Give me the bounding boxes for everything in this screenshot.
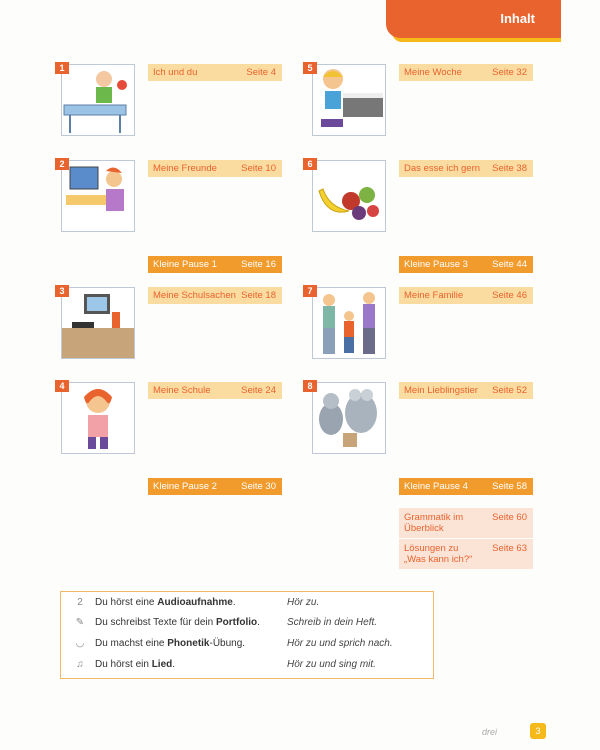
unit-page: Seite 10 — [241, 163, 276, 174]
unit-label[interactable] — [399, 160, 533, 177]
unit-number: 1 — [55, 62, 69, 74]
unit-page: Seite 4 — [246, 67, 276, 78]
unit-page: Seite 52 — [492, 385, 527, 396]
unit-label[interactable] — [399, 64, 533, 81]
pause-label[interactable] — [399, 478, 533, 495]
unit-page: Seite 18 — [241, 290, 276, 301]
legend-row-audio — [61, 593, 435, 613]
legend-keyword: Audioaufnahme — [157, 597, 233, 608]
legend-row-portfolio — [61, 613, 435, 633]
unit-title: Mein Lieblingstier — [404, 385, 478, 396]
unit-title: Meine Familie — [404, 290, 464, 301]
unit-number: 5 — [303, 62, 317, 74]
unit-page: Seite 24 — [241, 385, 276, 396]
animals-illustration — [313, 383, 385, 453]
legend-instruction: Hör zu und sing mit. — [287, 659, 376, 670]
unit-title: Das esse ich gern — [404, 163, 481, 174]
legend-instruction: Hör zu. — [287, 597, 320, 608]
pause-label[interactable] — [148, 256, 282, 273]
legend-text: Du schreibst Texte für dein — [95, 617, 216, 628]
header-tab — [386, 0, 561, 38]
extra-title-line2: „Was kann ich?“ — [404, 554, 473, 565]
unit-7-image — [312, 287, 386, 359]
unit-title: Meine Freunde — [153, 163, 217, 174]
extra-label-grammatik[interactable] — [399, 508, 533, 538]
footer-page-number: 3 — [530, 723, 546, 739]
unit-4-image — [61, 382, 135, 454]
unit-title: Ich und du — [153, 67, 198, 78]
page-title: Inhalt — [500, 11, 535, 26]
pause-title: Kleine Pause 4 — [404, 481, 468, 492]
unit-1-image — [61, 64, 135, 136]
unit-label[interactable] — [148, 287, 282, 304]
legend-keyword: Phonetik — [167, 638, 210, 649]
unit-5-image — [312, 64, 386, 136]
legend-row-lied — [61, 655, 435, 675]
extra-title-line2: Überblick — [404, 523, 444, 534]
extra-title-line1: Lösungen zu — [404, 543, 459, 554]
pause-page: Seite 16 — [241, 259, 276, 270]
legend-text-end: -Übung. — [209, 638, 246, 649]
unit-8-image — [312, 382, 386, 454]
unit-number: 4 — [55, 380, 69, 392]
extra-page: Seite 63 — [492, 543, 527, 554]
computer-illustration — [62, 161, 134, 231]
unit-label[interactable] — [148, 160, 282, 177]
unit-title: Meine Schulsachen — [153, 290, 236, 301]
legend-keyword: Lied — [151, 659, 173, 670]
unit-label[interactable] — [399, 382, 533, 399]
girl-illustration — [62, 383, 134, 453]
legend-instruction: Schreib in dein Heft. — [287, 617, 378, 628]
unit-number: 8 — [303, 380, 317, 392]
pause-page: Seite 30 — [241, 481, 276, 492]
legend-text: Du hörst eine — [95, 597, 158, 608]
extra-label-loesungen[interactable] — [399, 539, 533, 569]
unit-number: 2 — [55, 158, 69, 170]
extra-page: Seite 60 — [492, 512, 527, 523]
legend-text: Du hörst ein — [95, 659, 152, 670]
unit-3-image — [61, 287, 135, 359]
unit-page: Seite 46 — [492, 290, 527, 301]
legend-text-end: . — [232, 597, 236, 608]
extra-title-line1: Grammatik im — [404, 512, 464, 523]
unit-number: 7 — [303, 285, 317, 297]
legend-text: Du machst eine — [95, 638, 168, 649]
legend-row-phonetik — [61, 634, 435, 654]
legend-keyword: Portfolio — [216, 617, 258, 628]
unit-label[interactable] — [148, 64, 282, 81]
pause-page: Seite 58 — [492, 481, 527, 492]
pause-label[interactable] — [148, 478, 282, 495]
unit-page: Seite 38 — [492, 163, 527, 174]
desk-illustration — [62, 288, 134, 358]
family-illustration — [313, 288, 385, 358]
pause-title: Kleine Pause 1 — [153, 259, 217, 270]
unit-title: Meine Schule — [153, 385, 211, 396]
pause-title: Kleine Pause 3 — [404, 259, 468, 270]
pause-title: Kleine Pause 2 — [153, 481, 217, 492]
unit-title: Meine Woche — [404, 67, 462, 78]
legend-text-end: . — [172, 659, 176, 670]
legend-text-end: . — [257, 617, 260, 628]
pause-label[interactable] — [399, 256, 533, 273]
unit-6-image — [312, 160, 386, 232]
music-note-icon: ♫ — [76, 659, 84, 670]
table-tennis-illustration — [62, 65, 134, 135]
legend-box — [60, 591, 434, 679]
unit-number: 6 — [303, 158, 317, 170]
fruit-illustration — [313, 161, 385, 231]
portfolio-icon: ✎ — [75, 617, 85, 628]
unit-2-image — [61, 160, 135, 232]
unit-label[interactable] — [399, 287, 533, 304]
unit-number: 3 — [55, 285, 69, 297]
unit-label[interactable] — [148, 382, 282, 399]
piano-illustration — [313, 65, 385, 135]
pause-page: Seite 44 — [492, 259, 527, 270]
mouth-icon: ◡ — [75, 638, 85, 649]
legend-instruction: Hör zu und sprich nach. — [287, 638, 393, 649]
footer-page-word: drei — [482, 727, 498, 737]
unit-page: Seite 32 — [492, 67, 527, 78]
audio-track-number: 2 — [77, 597, 83, 608]
